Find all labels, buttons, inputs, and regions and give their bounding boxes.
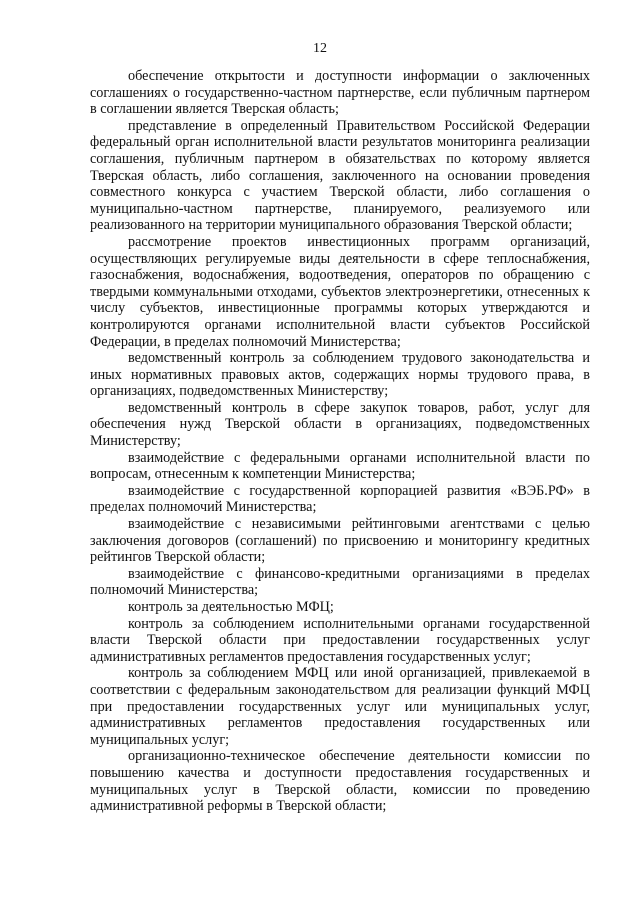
paragraph: взаимодействие с государственной корпорацией развития «ВЭБ.РФ» в пределах полномочий Министерства; [90, 482, 590, 516]
paragraph: взаимодействие с независимыми рейтинговыми агентствами с целью заключения договоров (соглашений) по присвоению и мониторингу кредитных рейтингов Тверской области; [90, 516, 590, 566]
paragraph: обеспечение открытости и доступности информации о заключенных соглашениях о государственно-частном партнерстве, если публичным партнером в соглашении является Тверская область; [90, 68, 590, 118]
paragraph: ведомственный контроль за соблюдением трудового законодательства и иных нормативных правовых актов, содержащих нормы трудового права, в организациях, подведомственных Министерству; [90, 350, 590, 400]
document-body [90, 68, 590, 815]
paragraph: взаимодействие с федеральными органами исполнительной власти по вопросам, отнесенным к компетенции Министерства; [90, 449, 590, 483]
paragraph: контроль за соблюдением МФЦ или иной организацией, привлекаемой в соответствии с федеральным законодательством для реализации функций МФЦ при предоставлении государственных услуг или муниципальных услуг, административных регламентов предоставления государственных или муниципальных услуг; [90, 665, 590, 748]
paragraph: представление в определенный Правительством Российской Федерации федеральный орган исполнительной власти результатов мониторинга реализации соглашения, публичным партнером в обязательствах по которому является Тверская область, либо соглашения, заключенного на основании проведения совместного конкурса с участием Тверской области, либо соглашения о муниципально-частном партнерстве, планируемого, реализуемого или реализованного на территории муниципального образования Тверской области; [90, 117, 590, 234]
paragraph: ведомственный контроль в сфере закупок товаров, работ, услуг для обеспечения нужд Тверской области в организациях, подведомственных Министерству; [90, 399, 590, 450]
paragraph: взаимодействие с финансово-кредитными организациями в пределах полномочий Министерства; [90, 565, 590, 599]
paragraph: контроль за соблюдением исполнительными органами государственной власти Тверской области при предоставлении государственных услуг административных регламентов предоставления государственных услуг; [90, 615, 590, 665]
paragraph: организационно-техническое обеспечение деятельности комиссии по повышению качества и доступности предоставления государственных и муниципальных услуг в Тверской области, комиссии по проведению административной реформы в Тверской области; [90, 748, 590, 815]
paragraph: рассмотрение проектов инвестиционных программ организаций, осуществляющих регулируемые виды деятельности в сфере теплоснабжения, газоснабжения, водоснабжения, водоотведения, операторов по обращению с твердыми коммунальными отходами, субъектов электроэнергетики, отнесенных к числу субъектов, инвестиционные программы которых утверждаются и контролируются органами исполнительной власти субъектов Российской Федерации, в пределах полномочий Министерства; [90, 233, 590, 350]
paragraph: контроль за деятельностью МФЦ; [128, 599, 334, 615]
page-number: 12 [313, 41, 327, 56]
